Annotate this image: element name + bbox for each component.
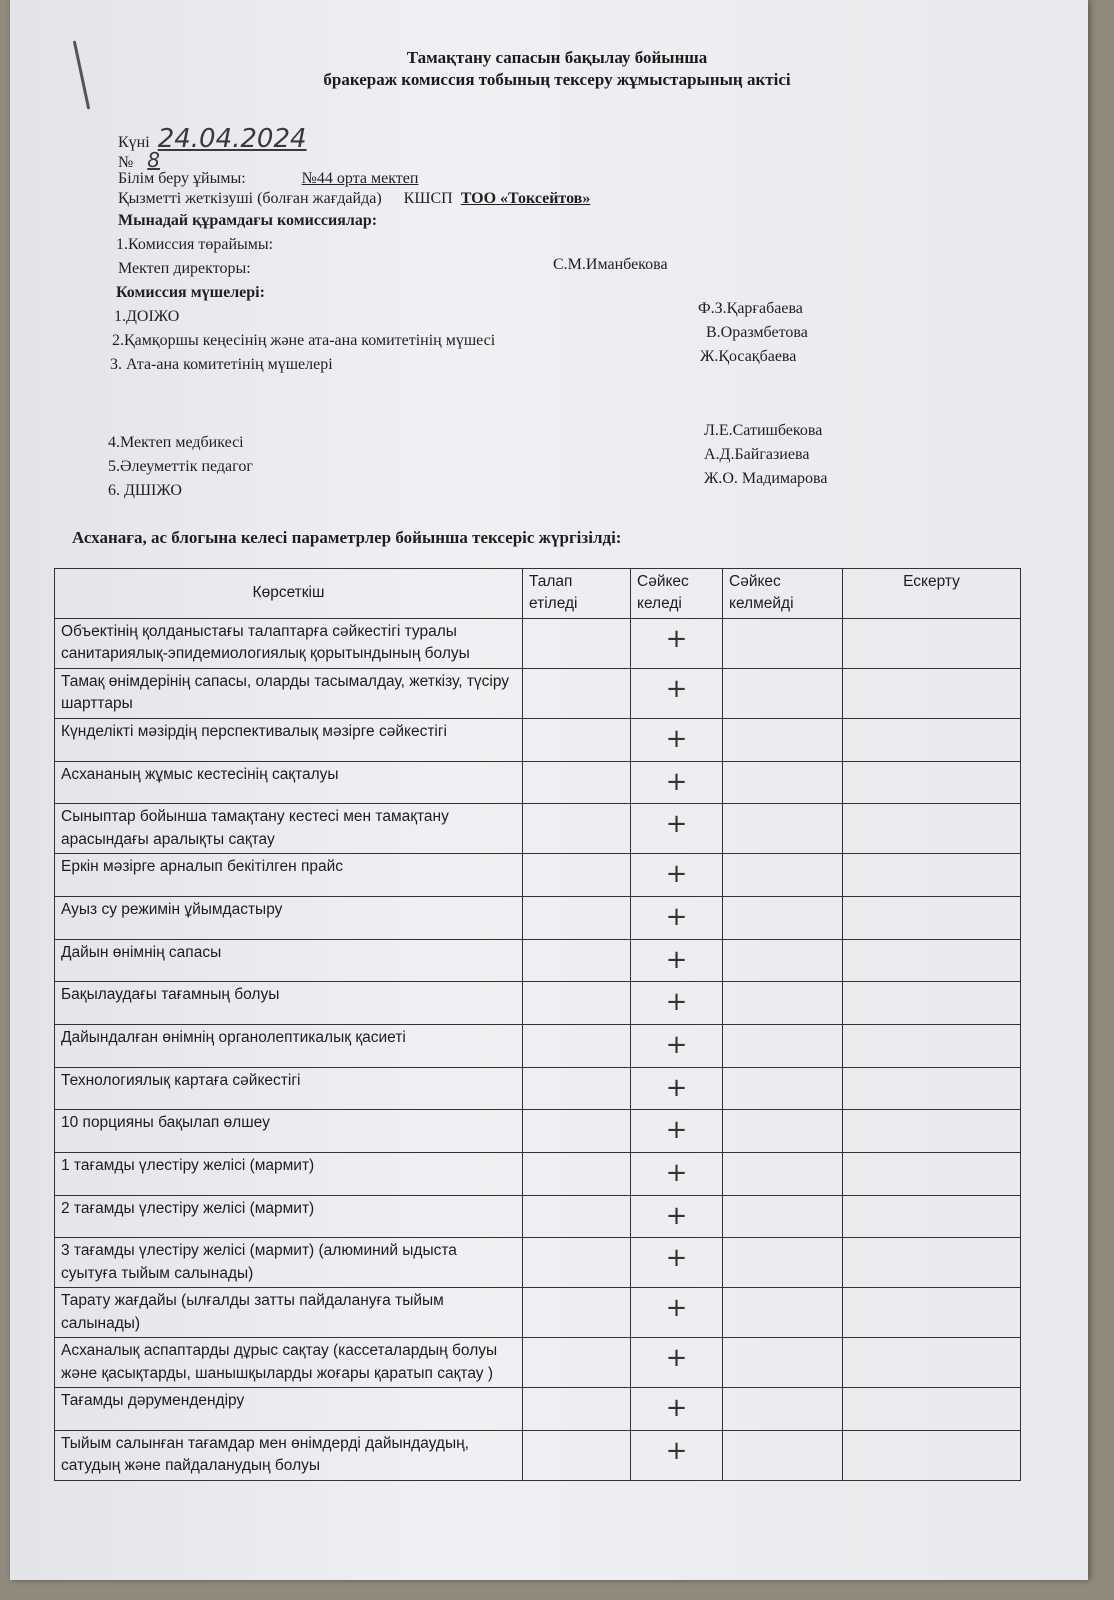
noncompliant-cell <box>723 718 843 761</box>
required-cell <box>523 1195 631 1238</box>
table-row <box>55 618 1021 668</box>
note-cell <box>843 761 1021 804</box>
noncompliant-cell <box>723 939 843 982</box>
compliant-cell: + <box>631 1430 723 1480</box>
table-row <box>55 982 1021 1025</box>
table-row <box>55 1238 1021 1288</box>
table-row <box>55 804 1021 854</box>
supplier-row <box>118 190 590 208</box>
required-cell <box>523 1430 631 1480</box>
table-row <box>55 854 1021 897</box>
required-cell <box>523 982 631 1025</box>
compliant-cell: + <box>631 939 723 982</box>
required-cell <box>523 1024 631 1067</box>
compliant-cell: + <box>631 1067 723 1110</box>
chair-name: С.М.Иманбекова <box>553 256 668 273</box>
compliant-cell: + <box>631 854 723 897</box>
note-cell <box>843 1388 1021 1431</box>
compliant-cell: + <box>631 1152 723 1195</box>
required-cell <box>523 668 631 718</box>
chair-line-2: Мектеп директоры: <box>118 260 251 277</box>
note-cell <box>843 939 1021 982</box>
member-name-2: В.Оразмбетова <box>706 324 808 341</box>
supplier-value: ТОО «Токсейтов» <box>460 190 591 207</box>
required-cell <box>523 939 631 982</box>
note-cell <box>843 1152 1021 1195</box>
compliant-cell: + <box>631 1110 723 1153</box>
indicator-cell: Еркін мәзірге арналып бекітілген прайс <box>55 854 523 897</box>
note-cell <box>843 1238 1021 1288</box>
org-label: Білім беру ұйымы: <box>118 170 246 187</box>
members-heading: Комиссия мүшелері: <box>116 284 265 301</box>
note-cell <box>843 1430 1021 1480</box>
noncompliant-cell <box>723 1238 843 1288</box>
member-name-4: Л.Е.Сатишбекова <box>704 422 823 439</box>
note-cell <box>843 1338 1021 1388</box>
note-cell <box>843 718 1021 761</box>
number-value: 8 <box>147 148 160 172</box>
compliant-cell: + <box>631 1238 723 1288</box>
indicator-cell: Сыныптар бойынша тамақтану кестесі мен тамақтану арасындағы аралықты сақтау <box>55 804 523 854</box>
required-cell <box>523 1067 631 1110</box>
header-indicator: Көрсеткіш <box>55 569 523 619</box>
member-name-1: Ф.З.Қарғабаева <box>698 300 803 317</box>
indicator-cell: Асхананың жұмыс кестесінің сақталуы <box>55 761 523 804</box>
title-line-2: бракераж комиссия тобының тексеру жұмыстарының актісі <box>323 70 791 89</box>
indicator-cell: 2 тағамды үлестіру желісі (мармит) <box>55 1195 523 1238</box>
indicator-cell: Тыйым салынған тағамдар мен өнімдерді дайындаудың, сатудың және пайдаланудың болуы <box>55 1430 523 1480</box>
required-cell <box>523 1152 631 1195</box>
noncompliant-cell <box>723 896 843 939</box>
required-cell <box>523 896 631 939</box>
required-cell <box>523 1288 631 1338</box>
compliant-cell: + <box>631 718 723 761</box>
table-header-row <box>55 569 1021 619</box>
indicator-cell: Тарату жағдайы (ылғалды затты пайдалануға тыйым салынады) <box>55 1288 523 1338</box>
org-value: №44 орта мектеп <box>301 170 419 187</box>
number-row <box>118 148 260 172</box>
title-line-1: Тамақтану сапасын бақылау бойынша <box>406 48 708 67</box>
table-row <box>55 896 1021 939</box>
required-cell <box>523 804 631 854</box>
compliant-cell: + <box>631 804 723 854</box>
member-role-6: 6. ДШІЖО <box>108 482 182 499</box>
indicator-cell: 10 порцияны бақылап өлшеу <box>55 1110 523 1153</box>
supplier-kshsp: КШСП <box>403 190 453 207</box>
header-noncompliant: Сәйкес келмейді <box>723 569 843 619</box>
header-required: Талап етіледі <box>523 569 631 619</box>
indicator-cell: Дайындалған өнімнің органолептикалық қасиеті <box>55 1024 523 1067</box>
note-cell <box>843 1110 1021 1153</box>
noncompliant-cell <box>723 982 843 1025</box>
required-cell <box>523 761 631 804</box>
member-role-5: 5.Әлеуметтік педагог <box>108 458 253 475</box>
note-cell <box>843 804 1021 854</box>
indicator-cell: Технологиялық картаға сәйкестігі <box>55 1067 523 1110</box>
table-row <box>55 1195 1021 1238</box>
compliant-cell: + <box>631 618 723 668</box>
noncompliant-cell <box>723 761 843 804</box>
noncompliant-cell <box>723 1152 843 1195</box>
noncompliant-cell <box>723 804 843 854</box>
commission-heading: Мынадай құрамдағы комиссиялар: <box>118 212 378 229</box>
table-row <box>55 1067 1021 1110</box>
indicator-cell: Күнделікті мәзірдің перспективалық мәзірге сәйкестігі <box>55 718 523 761</box>
noncompliant-cell <box>723 1338 843 1388</box>
number-label: № <box>118 154 134 171</box>
table-row <box>55 1288 1021 1338</box>
table-row <box>55 1110 1021 1153</box>
indicator-cell: Бақылаудағы тағамның болуы <box>55 982 523 1025</box>
header-note: Ескерту <box>843 569 1021 619</box>
compliant-cell: + <box>631 1388 723 1431</box>
note-cell <box>843 1195 1021 1238</box>
table-row <box>55 718 1021 761</box>
indicator-cell: 1 тағамды үлестіру желісі (мармит) <box>55 1152 523 1195</box>
required-cell <box>523 1388 631 1431</box>
member-name-3: Ж.Қосақбаева <box>700 348 797 365</box>
noncompliant-cell <box>723 1067 843 1110</box>
note-cell <box>843 896 1021 939</box>
table-row <box>55 1388 1021 1431</box>
note-cell <box>843 1288 1021 1338</box>
note-cell <box>843 618 1021 668</box>
required-cell <box>523 1110 631 1153</box>
indicator-cell: Асханалық аспаптарды дұрыс сақтау (кассеталардың болуы және қасықтарды, шанышқыларды жоғары қаратып сақтау ) <box>55 1338 523 1388</box>
compliant-cell: + <box>631 1288 723 1338</box>
noncompliant-cell <box>723 1110 843 1153</box>
noncompliant-cell <box>723 1195 843 1238</box>
inspection-intro: Асханаға, ас блогына келесі параметрлер бойынша тексеріс жүргізілді: <box>72 528 622 547</box>
required-cell <box>523 718 631 761</box>
indicator-cell: Дайын өнімнің сапасы <box>55 939 523 982</box>
member-role-2: 2.Қамқоршы кеңесінің және ата-ана комитетінің мүшесі <box>112 332 496 349</box>
table-row <box>55 1024 1021 1067</box>
table-row <box>55 761 1021 804</box>
member-name-5: А.Д.Байгазиева <box>704 446 810 463</box>
note-cell <box>843 668 1021 718</box>
note-cell <box>843 1024 1021 1067</box>
compliant-cell: + <box>631 668 723 718</box>
noncompliant-cell <box>723 618 843 668</box>
note-cell <box>843 1067 1021 1110</box>
date-label: Күні <box>118 134 150 151</box>
indicator-cell: 3 тағамды үлестіру желісі (мармит) (алюминий ыдыста суытуға тыйым салынады) <box>55 1238 523 1288</box>
member-role-3: 3. Ата-ана комитетінің мүшелері <box>110 356 333 373</box>
noncompliant-cell <box>723 1430 843 1480</box>
chair-line-1: 1.Комиссия төрайымы: <box>116 236 274 253</box>
member-role-4: 4.Мектеп медбикесі <box>108 434 244 451</box>
org-row <box>118 170 418 188</box>
noncompliant-cell <box>723 1024 843 1067</box>
compliant-cell: + <box>631 982 723 1025</box>
compliant-cell: + <box>631 1195 723 1238</box>
table-row <box>55 1430 1021 1480</box>
note-cell <box>843 854 1021 897</box>
noncompliant-cell <box>723 1388 843 1431</box>
compliant-cell: + <box>631 1024 723 1067</box>
indicator-cell: Объектінің қолданыстағы талаптарға сәйкестігі туралы санитариялық-эпидемиологиялық қорытындының болуы <box>55 618 523 668</box>
indicator-cell: Тағамды дәрумендендіру <box>55 1388 523 1431</box>
compliant-cell: + <box>631 896 723 939</box>
required-cell <box>523 1338 631 1388</box>
table-row <box>55 668 1021 718</box>
member-name-6: Ж.О. Мадимарова <box>704 470 828 487</box>
noncompliant-cell <box>723 1288 843 1338</box>
inspection-table <box>54 568 1021 1481</box>
indicator-cell: Тамақ өнімдерінің сапасы, оларды тасымалдау, жеткізу, түсіру шарттары <box>55 668 523 718</box>
member-role-1: 1.ДОІЖО <box>114 308 180 325</box>
required-cell <box>523 1238 631 1288</box>
compliant-cell: + <box>631 1338 723 1388</box>
supplier-label: Қызметті жеткізуші (болған жағдайда) <box>118 190 382 207</box>
required-cell <box>523 618 631 668</box>
noncompliant-cell <box>723 854 843 897</box>
noncompliant-cell <box>723 668 843 718</box>
required-cell <box>523 854 631 897</box>
table-row <box>55 939 1021 982</box>
header-compliant: Сәйкес келеді <box>631 569 723 619</box>
compliant-cell: + <box>631 761 723 804</box>
note-cell <box>843 982 1021 1025</box>
date-value: 24.04.2024 <box>157 124 307 154</box>
indicator-cell: Ауыз су режимін ұйымдастыру <box>55 896 523 939</box>
table-row <box>55 1152 1021 1195</box>
table-row <box>55 1338 1021 1388</box>
